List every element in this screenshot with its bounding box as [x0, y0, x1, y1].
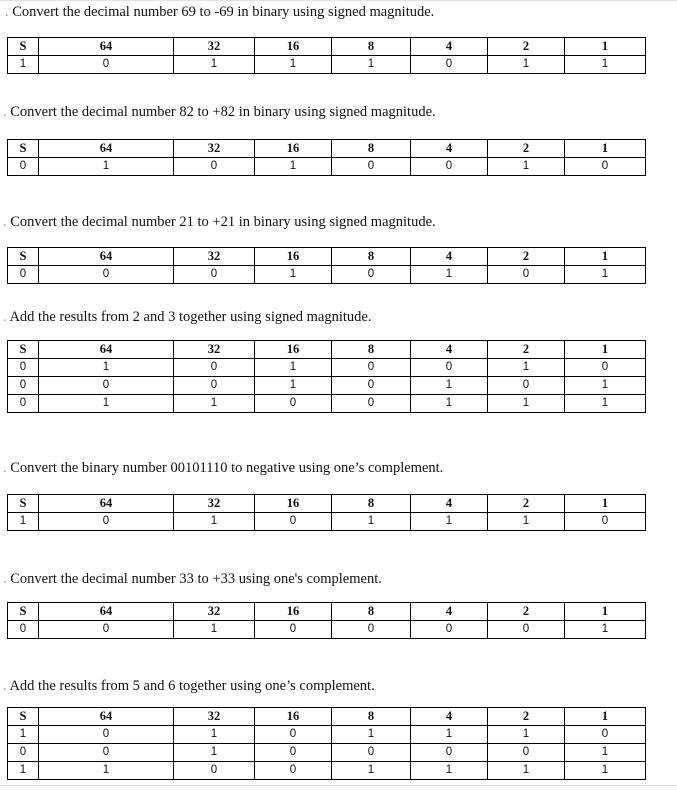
header-row: [8, 603, 646, 621]
bit-cell: 1: [332, 56, 411, 74]
bit-header: 8: [332, 341, 411, 359]
bit-cell: 0: [332, 266, 411, 284]
header-row: [8, 38, 646, 56]
bit-cell: 0: [39, 621, 174, 639]
bit-header: 8: [332, 495, 411, 513]
bit-cell: 0: [488, 266, 565, 284]
list-marker: .: [3, 678, 10, 694]
question-label: Convert the decimal number 33 to +33 using one's complement.: [10, 571, 382, 587]
bit-cell: 0: [255, 395, 332, 413]
bit-cell: 0: [332, 395, 411, 413]
bit-header: 16: [255, 708, 332, 726]
bit-header: 64: [39, 341, 174, 359]
bit-header: 64: [39, 495, 174, 513]
bit-cell: 0: [39, 513, 174, 531]
bit-header: 4: [411, 708, 488, 726]
bit-cell: 1: [174, 621, 255, 639]
bit-header: 1: [565, 495, 646, 513]
bit-cell: 0: [39, 726, 174, 744]
binary-table: [7, 247, 646, 284]
bit-header: 16: [255, 248, 332, 266]
bit-cell: 0: [411, 621, 488, 639]
bit-cell: 1: [488, 56, 565, 74]
binary-table: [7, 707, 646, 780]
bit-cell: 1: [411, 395, 488, 413]
question-label: Add the results from 5 and 6 together using one’s complement.: [9, 678, 375, 694]
question-label: Convert the binary number 00101110 to negative using one’s complement.: [10, 460, 444, 476]
bit-cell: 0: [488, 621, 565, 639]
bit-cell: 1: [411, 266, 488, 284]
bit-cell: 0: [8, 744, 39, 762]
bit-header: 32: [174, 38, 255, 56]
binary-table: [7, 602, 646, 639]
bottom-divider: [0, 785, 677, 786]
table-row: [8, 56, 646, 74]
question-label: Add the results from 2 and 3 together using signed magnitude.: [9, 309, 372, 325]
bit-header: 32: [174, 708, 255, 726]
bit-header: 8: [332, 603, 411, 621]
bit-header: 16: [255, 38, 332, 56]
bit-header: 2: [488, 708, 565, 726]
question-text: [3, 570, 382, 588]
bit-cell: 1: [565, 744, 646, 762]
bit-cell: 1: [8, 513, 39, 531]
bit-cell: 1: [488, 726, 565, 744]
bit-header: S: [8, 248, 39, 266]
binary-table: [7, 340, 646, 413]
bit-cell: 0: [488, 377, 565, 395]
list-marker: .: [3, 214, 11, 230]
bit-header: 32: [174, 603, 255, 621]
bit-header: 16: [255, 140, 332, 158]
table-row: [8, 762, 646, 780]
bit-cell: 1: [411, 513, 488, 531]
bit-cell: 0: [8, 158, 39, 176]
header-row: [8, 248, 646, 266]
bit-cell: 0: [255, 762, 332, 780]
bit-header: 8: [332, 38, 411, 56]
table-row: [8, 395, 646, 413]
bit-cell: 1: [255, 377, 332, 395]
bit-header: 4: [411, 140, 488, 158]
bit-cell: 0: [8, 266, 39, 284]
bit-header: 8: [332, 248, 411, 266]
bit-cell: 1: [255, 359, 332, 377]
bit-header: 1: [565, 708, 646, 726]
bit-header: 2: [488, 38, 565, 56]
bit-cell: 1: [488, 395, 565, 413]
bit-header: 8: [332, 708, 411, 726]
header-row: [8, 341, 646, 359]
bit-cell: 0: [255, 726, 332, 744]
table-row: [8, 158, 646, 176]
bit-cell: 0: [174, 158, 255, 176]
bit-cell: 0: [255, 744, 332, 762]
bit-cell: 1: [332, 513, 411, 531]
bit-cell: 0: [411, 56, 488, 74]
question-text: [3, 677, 375, 695]
table-row: [8, 359, 646, 377]
header-row: [8, 708, 646, 726]
header-row: [8, 140, 646, 158]
bit-cell: 1: [8, 56, 39, 74]
bit-cell: 1: [411, 762, 488, 780]
bit-cell: 1: [174, 513, 255, 531]
bit-cell: 0: [411, 744, 488, 762]
bit-header: 64: [39, 248, 174, 266]
bit-cell: 1: [488, 359, 565, 377]
bit-header: 64: [39, 708, 174, 726]
bit-cell: 1: [39, 762, 174, 780]
table-row: [8, 513, 646, 531]
list-marker: .: [3, 309, 10, 325]
bit-header: 1: [565, 603, 646, 621]
bit-cell: 1: [174, 744, 255, 762]
bit-header: 1: [565, 341, 646, 359]
bit-cell: 0: [174, 359, 255, 377]
bit-header: 2: [488, 341, 565, 359]
binary-table: [7, 139, 646, 176]
bit-cell: 0: [39, 377, 174, 395]
bit-header: 1: [565, 38, 646, 56]
header-row: [8, 495, 646, 513]
bit-header: S: [8, 603, 39, 621]
bit-cell: 0: [255, 621, 332, 639]
bit-header: 4: [411, 341, 488, 359]
bit-header: 4: [411, 38, 488, 56]
top-divider: [0, 0, 677, 1]
binary-table: [7, 37, 646, 74]
bit-header: S: [8, 38, 39, 56]
bit-header: S: [8, 140, 39, 158]
bit-cell: 1: [8, 726, 39, 744]
table-row: [8, 621, 646, 639]
table-row: [8, 377, 646, 395]
question-label: Convert the decimal number 69 to -69 in binary using signed magnitude.: [12, 4, 435, 20]
bit-cell: 1: [332, 726, 411, 744]
bit-header: 32: [174, 341, 255, 359]
bit-cell: 0: [39, 56, 174, 74]
question-text: [3, 459, 443, 477]
bit-cell: 1: [174, 395, 255, 413]
bit-cell: 1: [39, 359, 174, 377]
bit-header: 2: [488, 140, 565, 158]
bit-cell: 0: [332, 158, 411, 176]
question-text: [3, 308, 372, 326]
bit-cell: 1: [39, 395, 174, 413]
bit-header: 2: [488, 248, 565, 266]
bit-cell: 1: [488, 762, 565, 780]
bit-header: 2: [488, 603, 565, 621]
bit-cell: 1: [411, 377, 488, 395]
list-marker: .: [3, 104, 11, 120]
bit-header: S: [8, 341, 39, 359]
bit-cell: 0: [332, 744, 411, 762]
bit-cell: 0: [39, 266, 174, 284]
bit-header: 64: [39, 38, 174, 56]
bit-cell: 1: [411, 726, 488, 744]
bit-cell: 0: [565, 158, 646, 176]
bit-cell: 0: [332, 359, 411, 377]
bit-cell: 0: [411, 158, 488, 176]
question-text: [5, 3, 434, 21]
table-row: [8, 744, 646, 762]
bit-cell: 0: [39, 744, 174, 762]
bit-header: 32: [174, 140, 255, 158]
bit-cell: 0: [332, 621, 411, 639]
bit-header: 32: [174, 495, 255, 513]
list-marker: .: [3, 460, 11, 476]
bit-cell: 1: [565, 395, 646, 413]
bit-header: 64: [39, 603, 174, 621]
bit-cell: 0: [174, 377, 255, 395]
bit-header: 32: [174, 248, 255, 266]
bit-cell: 1: [255, 266, 332, 284]
bit-cell: 1: [565, 762, 646, 780]
bit-header: 4: [411, 603, 488, 621]
bit-header: 4: [411, 248, 488, 266]
question-text: [3, 213, 436, 231]
question-text: [3, 103, 436, 121]
bit-cell: 1: [488, 513, 565, 531]
bit-cell: 0: [411, 359, 488, 377]
bit-cell: 0: [8, 395, 39, 413]
bit-cell: 1: [255, 158, 332, 176]
bit-cell: 0: [174, 266, 255, 284]
bit-cell: 0: [255, 513, 332, 531]
bit-cell: 0: [332, 377, 411, 395]
bit-header: 1: [565, 140, 646, 158]
bit-header: 16: [255, 603, 332, 621]
bit-cell: 1: [174, 56, 255, 74]
bit-cell: 1: [8, 762, 39, 780]
bit-cell: 0: [8, 621, 39, 639]
bit-cell: 1: [488, 158, 565, 176]
list-marker: .: [5, 4, 13, 20]
bit-cell: 1: [174, 726, 255, 744]
bit-header: 64: [39, 140, 174, 158]
bit-cell: 1: [565, 621, 646, 639]
bit-cell: 0: [8, 359, 39, 377]
bit-header: 16: [255, 495, 332, 513]
bit-header: 1: [565, 248, 646, 266]
bit-header: S: [8, 708, 39, 726]
question-label: Convert the decimal number 82 to +82 in binary using signed magnitude.: [10, 104, 436, 120]
bit-header: 4: [411, 495, 488, 513]
bit-header: S: [8, 495, 39, 513]
bit-cell: 1: [565, 377, 646, 395]
bit-cell: 0: [565, 359, 646, 377]
bit-cell: 1: [565, 56, 646, 74]
bit-cell: 1: [565, 266, 646, 284]
bit-cell: 0: [488, 744, 565, 762]
bit-cell: 1: [255, 56, 332, 74]
bit-cell: 1: [39, 158, 174, 176]
question-label: Convert the decimal number 21 to +21 in binary using signed magnitude.: [10, 214, 436, 230]
bit-header: 16: [255, 341, 332, 359]
bit-cell: 0: [565, 726, 646, 744]
bit-cell: 0: [174, 762, 255, 780]
bit-cell: 0: [565, 513, 646, 531]
bit-header: 8: [332, 140, 411, 158]
bit-cell: 1: [332, 762, 411, 780]
bit-header: 2: [488, 495, 565, 513]
binary-table: [7, 494, 646, 531]
table-row: [8, 726, 646, 744]
list-marker: .: [3, 571, 11, 587]
bit-cell: 0: [8, 377, 39, 395]
table-row: [8, 266, 646, 284]
